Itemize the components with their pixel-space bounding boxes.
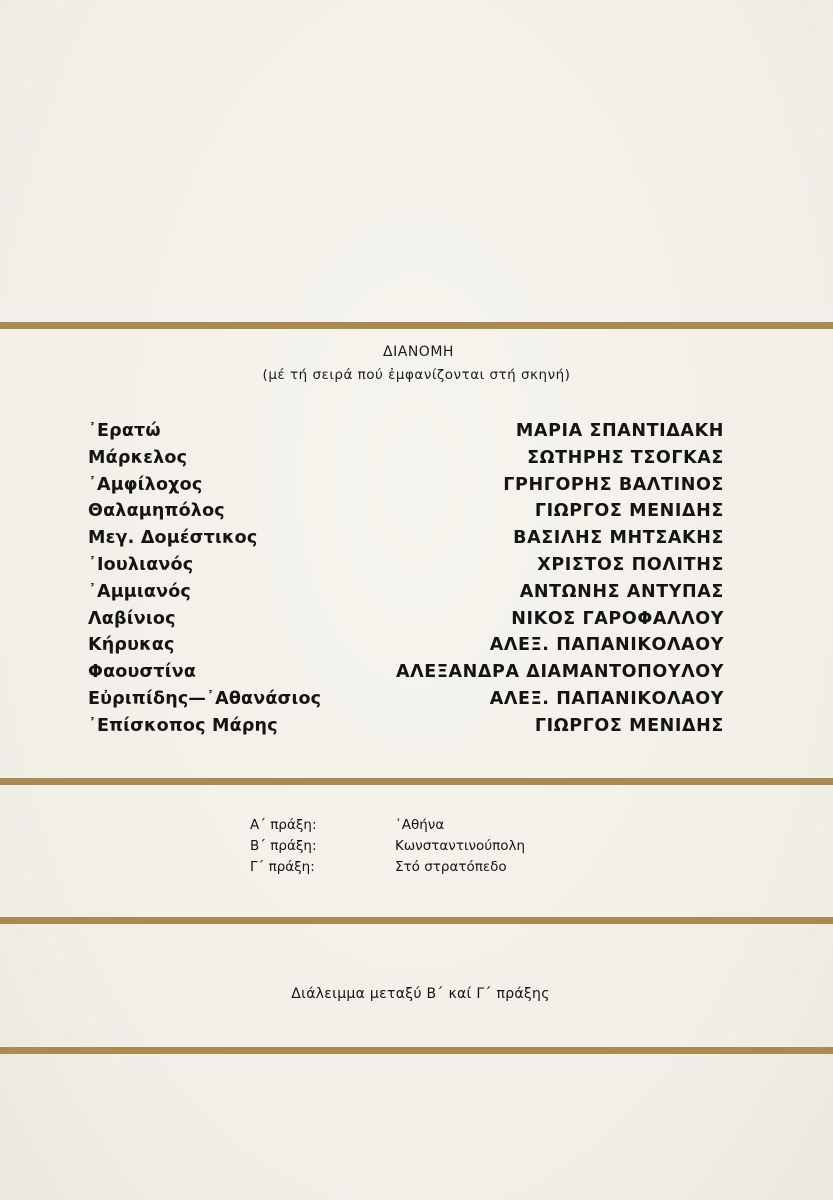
cast-row xyxy=(88,659,724,686)
act-row xyxy=(250,857,590,878)
cast-row xyxy=(88,445,724,472)
act-label: Γ΄ πράξη: xyxy=(250,859,315,875)
cast-row xyxy=(88,606,724,633)
cast-row xyxy=(88,579,724,606)
cast-row xyxy=(88,525,724,552)
role-name: ᾿Αμμιανός xyxy=(88,581,192,602)
acts-list xyxy=(250,815,590,878)
divider-rule-bottom xyxy=(0,1047,833,1054)
actor-name: ΑΛΕΞ. ΠΑΠΑΝΙΚΟΛΑΟΥ xyxy=(489,688,724,709)
divider-rule-after-cast xyxy=(0,778,833,785)
divider-rule-after-acts xyxy=(0,917,833,924)
actor-name: ΓΡΗΓΟΡΗΣ ΒΑΛΤΙΝΟΣ xyxy=(503,474,724,495)
actor-name: ΓΙΩΡΓΟΣ ΜΕΝΙΔΗΣ xyxy=(534,501,724,522)
actor-name: ΑΝΤΩΝΗΣ ΑΝΤΥΠΑΣ xyxy=(519,581,724,602)
actor-name: ΣΩΤΗΡΗΣ ΤΣΟΓΚΑΣ xyxy=(527,447,724,468)
cast-row xyxy=(88,632,724,659)
act-place: Στό στρατόπεδο xyxy=(395,859,507,875)
act-label: Β΄ πράξη: xyxy=(250,838,317,854)
act-place: ᾿Αθήνα xyxy=(395,817,445,833)
intermission-note: Διάλειμμα μεταξύ Β΄ καί Γ΄ πράξης xyxy=(291,986,550,1002)
role-name: Θαλαμηπόλος xyxy=(88,501,225,522)
role-name: Μάρκελος xyxy=(88,447,188,468)
actor-name: ΜΑΡΙΑ ΣΠΑΝΤΙΔΑΚΗ xyxy=(515,421,724,441)
cast-row xyxy=(88,713,724,740)
act-row xyxy=(250,836,590,857)
act-label: Α΄ πράξη: xyxy=(250,817,317,833)
divider-rule-top xyxy=(0,322,833,329)
role-name: ᾿Ιουλιανός xyxy=(88,554,194,575)
role-name: Φαουστίνα xyxy=(88,662,197,683)
role-name: ᾿Επίσκοπος Μάρης xyxy=(88,715,278,736)
actor-name: ΓΙΩΡΓΟΣ ΜΕΝΙΔΗΣ xyxy=(534,715,724,736)
role-name: Κήρυκας xyxy=(88,635,175,656)
act-row xyxy=(250,815,590,836)
cast-row xyxy=(88,552,724,579)
cast-list xyxy=(88,418,724,740)
cast-row xyxy=(88,686,724,713)
act-place: Κωνσταντινούπολη xyxy=(395,838,526,854)
actor-name: ΝΙΚΟΣ ΓΑΡΟΦΑΛΛΟΥ xyxy=(511,608,724,629)
role-name: Μεγ. Δομέστικος xyxy=(88,528,258,549)
actor-name: ΑΛΕΞΑΝΔΡΑ ΔΙΑΜΑΝΤΟΠΟΥΛΟΥ xyxy=(396,662,724,683)
role-name: ᾿Αμφίλοχος xyxy=(88,474,203,495)
cast-row xyxy=(88,472,724,499)
cast-subtitle: (μέ τή σειρά πού ἐμφανίζονται στή σκηνή) xyxy=(262,367,571,383)
actor-name: ΑΛΕΞ. ΠΑΠΑΝΙΚΟΛΑΟΥ xyxy=(489,635,724,656)
cast-row xyxy=(88,498,724,525)
actor-name: ΒΑΣΙΛΗΣ ΜΗΤΣΑΚΗΣ xyxy=(513,528,724,549)
cast-title: ΔΙΑΝΟΜΗ xyxy=(383,344,454,360)
role-name: Εὐριπίδης—᾿Αθανάσιος xyxy=(88,688,322,709)
actor-name: ΧΡΙΣΤΟΣ ΠΟΛΙΤΗΣ xyxy=(537,554,724,575)
role-name: ᾿Ερατώ xyxy=(88,421,161,441)
role-name: Λαβίνιος xyxy=(88,608,176,629)
cast-row xyxy=(88,418,724,445)
